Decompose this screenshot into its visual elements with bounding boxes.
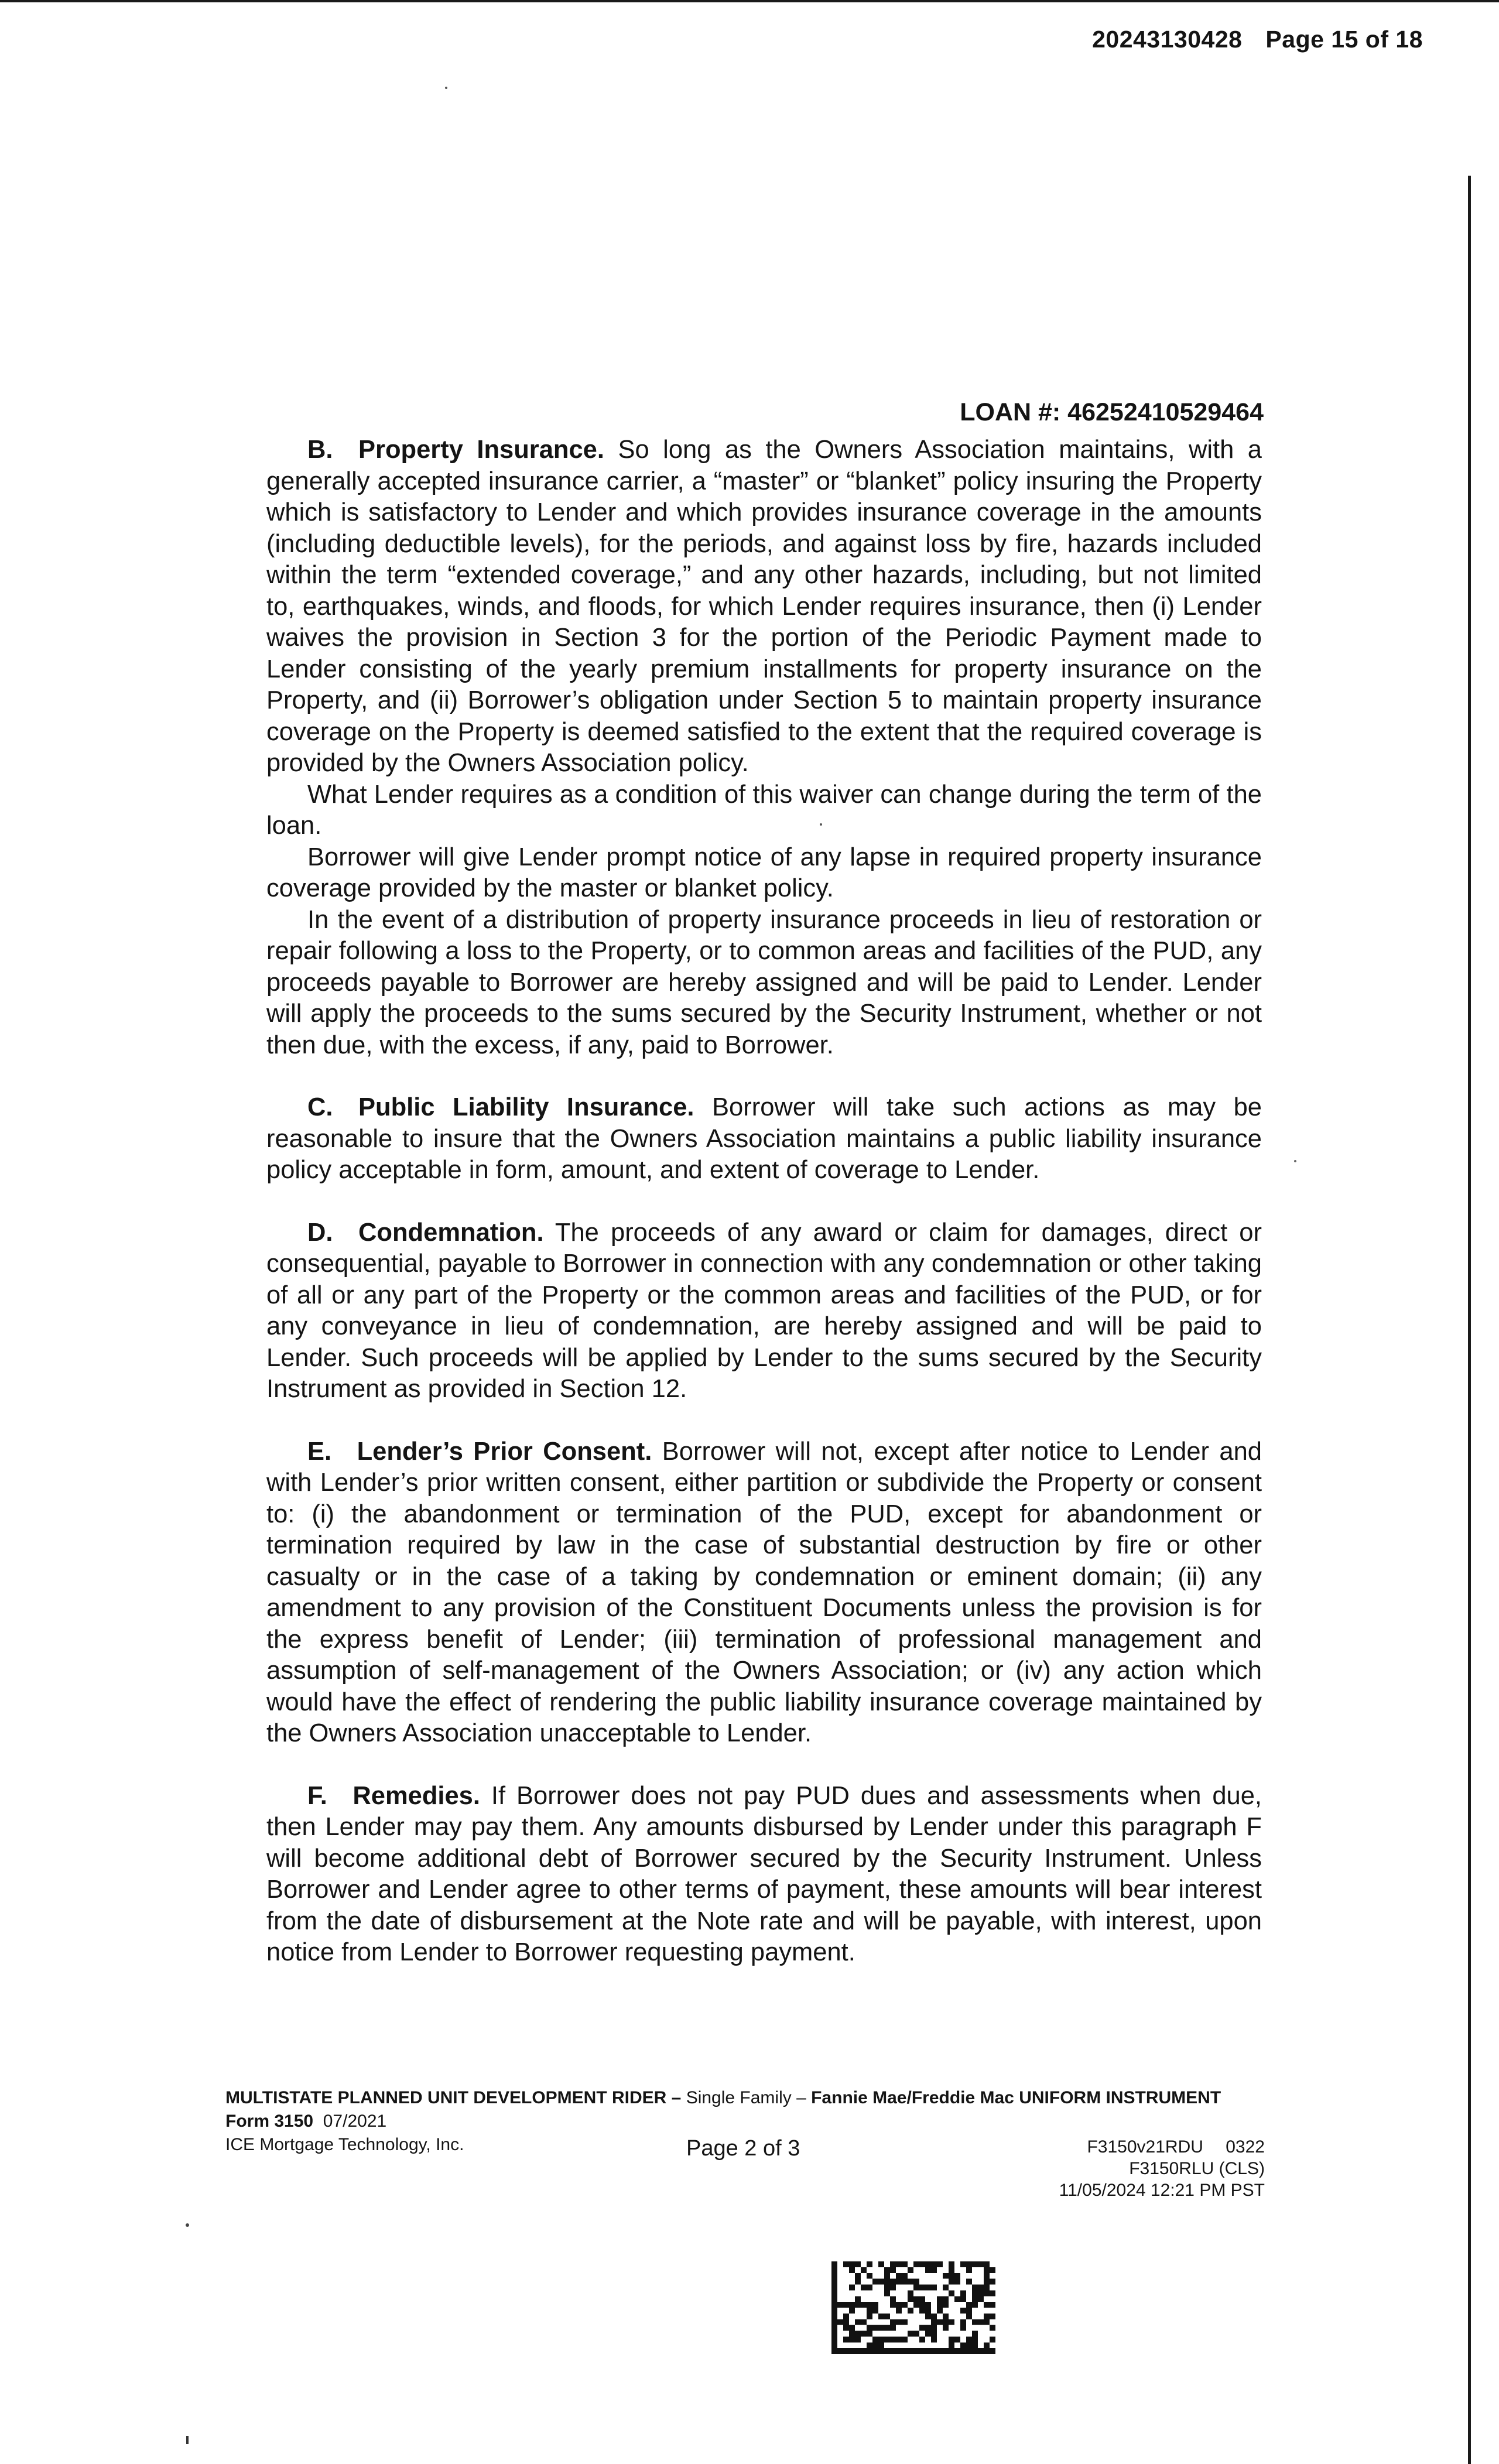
footer-form-date: 07/2021 [323, 2111, 387, 2131]
footer-page-number: Page 2 of 3 [686, 2136, 800, 2161]
section-e-heading: E. Lender’s Prior Consent. [307, 1437, 652, 1466]
footer-code-2: F3150RLU (CLS) [1129, 2159, 1265, 2178]
section-b-heading: B. Property Insurance. [307, 436, 604, 464]
section-b-paragraph-4: In the event of a distribution of property insurance proceeds in lieu of restoration or repair following a loss to the Property, or to common areas and facilities of the PUD, any proceeds payable to Borrower are hereby assigned and will be paid to Lender. Lender will apply the proceeds to the sums secured by the Security Instrument, whether or not then due, with the excess, if any, paid to Borrower. [266, 905, 1262, 1059]
footer-company: ICE Mortgage Technology, Inc. [225, 2135, 464, 2154]
section-f-heading: F. Remedies. [307, 1781, 480, 1810]
footer-form-label: Form 3150 [225, 2111, 314, 2131]
footer-title-part1: MULTISTATE PLANNED UNIT DEVELOPMENT RIDER – [225, 2088, 682, 2107]
section-b-text: So long as the Owners Association maintains, with a generally accepted insurance carrier, a “master” or “blanket” policy insuring the Property which is satisfactory to Lender and which provides insurance coverage in the amounts (including deductible levels), for the periods, and against loss by fire, hazards included within the term “extended coverage,” and any other hazards, including, but not limited to, earthquakes, winds, and floods, for which Lender requires insurance, then (i) Lender waives the provision in Section 3 for the portion of the Periodic Payment made to Lender consisting of the yearly premium installments for property insurance on the Property, and (ii) Borrower’s obligation under Section 5 to maintain property insurance coverage on the Property is deemed satisfied to the extent that the required coverage is provided by the Owners Association policy. [266, 436, 1262, 777]
section-f-text: If Borrower does not pay PUD dues and assessments when due, then Lender may pay them. Any amounts disbursed by Lender under this paragraph F will become additional debt of Borrower secured by the Security Instrument. Unless Borrower and Lender agree to other terms of payment, these amounts will bear interest from the date of disbursement at the Note rate and will be payable, with interest, upon notice from Lender to Borrower requesting payment. [266, 1781, 1262, 1966]
footer-timestamp: 11/05/2024 12:21 PM PST [1059, 2181, 1265, 2200]
loan-number: LOAN #: 46252410529464 [960, 398, 1264, 426]
section-b-paragraph-2: What Lender requires as a condition of this waiver can change during the term of the loan. [266, 780, 1262, 840]
section-c-text: Borrower will take such actions as may be reasonable to insure that the Owners Association maintains a public liability insurance policy acceptable in form, amount, and extent of coverage to Lender. [266, 1093, 1262, 1184]
section-d-text: The proceeds of any award or claim for damages, direct or consequential, payable to Borrower in connection with any condemnation or other taking of all or any part of the Property or the common areas and facilities of the PUD, or for any conveyance in lieu of condemnation, are hereby assigned and will be paid to Lender. Such proceeds will be applied by Lender to the sums secured by the Security Instrument as provided in Section 12. [266, 1218, 1262, 1403]
footer-code-1: F3150v21RDU 0322 [1087, 2137, 1265, 2157]
section-e-text: Borrower will not, except after notice to Lender and with Lender’s prior written consent, either partition or subdivide the Property or consent to: (i) the abandonment or termination of the PUD, except for abandonment or termination required by law in the case of substantial destruction by fire or other casualty or in the case of a taking by condemnation or eminent domain; (ii) any amendment to any provision of the Constituent Documents unless the provision is for the express benefit of Lender; (iii) termination of professional management and assumption of self-management of the Owners Association; or (iv) any action which would have the effect of rendering the public liability insurance coverage maintained by the Owners Association unacceptable to Lender. [266, 1437, 1262, 1747]
section-c-heading: C. Public Liability Insurance. [307, 1093, 694, 1121]
footer-title-part2: Single Family – [681, 2088, 812, 2107]
footer-title-part3: Fannie Mae/Freddie Mac UNIFORM INSTRUMENT [811, 2088, 1221, 2107]
recording-number: 20243130428 [1092, 26, 1243, 53]
section-b-paragraph-3: Borrower will give Lender prompt notice of any lapse in required property insurance coverage provided by the master or blanket policy. [266, 843, 1262, 902]
page-count: Page 15 of 18 [1265, 26, 1423, 53]
section-d-heading: D. Condemnation. [307, 1218, 544, 1247]
